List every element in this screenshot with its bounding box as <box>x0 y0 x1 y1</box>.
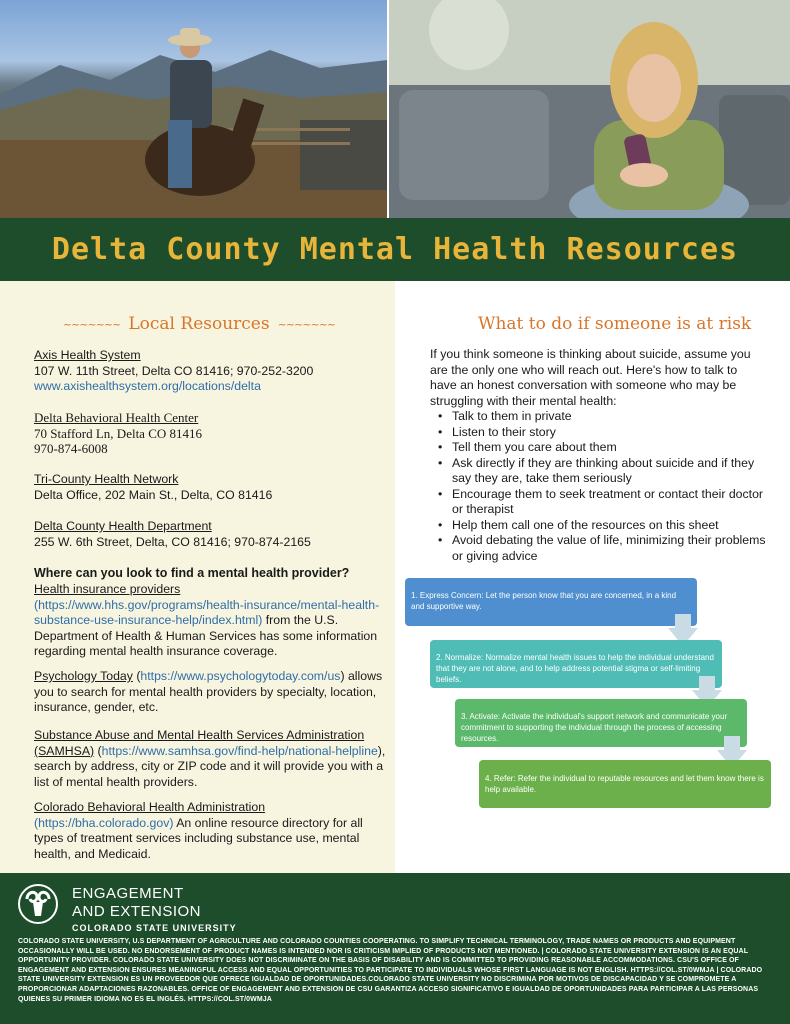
org-tri-county <box>34 472 386 503</box>
list-item: • Help them call one of the resources on this sheet <box>438 518 768 534</box>
provider-name: Psychology Today <box>34 669 133 683</box>
list-item: • Tell them you care about them <box>438 440 768 456</box>
header-photos <box>0 0 790 218</box>
ranch-cowboy-photo <box>0 0 387 218</box>
provider-samhsa <box>34 728 386 790</box>
org-name: Axis Health System <box>34 348 141 362</box>
tips-list <box>438 409 768 564</box>
at-risk-heading: What to do if someone is at risk <box>478 314 752 334</box>
list-item: • Talk to them in private <box>438 409 768 425</box>
org-phone: 970-874-6008 <box>34 441 108 456</box>
org-address: 70 Stafford Ln, Delta CO 81416 <box>34 425 203 441</box>
org-link[interactable]: www.axishealthsystem.org/locations/delta <box>34 379 261 393</box>
org-name: Delta Behavioral Health Center <box>34 410 199 425</box>
provider-link[interactable]: (https://bha.colorado.gov) <box>34 815 174 830</box>
provider-description: ) allows you to search for mental health providers by specialty, location, insurance, gender, etc. <box>34 669 383 714</box>
at-risk-intro: If you think someone is thinking about suicide, assume you are the only one who will reach out. Here's how to talk to have an honest conversation with someone who may be struggling with their mental health: <box>430 347 751 408</box>
university-label: COLORADO STATE UNIVERSITY <box>72 923 237 933</box>
list-item: • Listen to their story <box>438 425 768 441</box>
provider-health-insurance <box>34 582 386 660</box>
squiggle-decoration-right: ~~~~~~~ <box>277 317 336 331</box>
step-normalize: 2. Normalize: Normalize mental health issues to help the individual understand that they are not alone, and to help address potential stigma or self-limiting beliefs. <box>430 640 722 688</box>
step-refer: 4. Refer: Refer the individual to reputable resources and let them know there is help available. <box>479 760 771 808</box>
provider-name: Substance Abuse and Mental Health Services Administration (SAMHSA) <box>34 728 365 758</box>
provider-description: ), search by address, city or ZIP code and it will provide you with a list of mental health providers. <box>34 743 386 789</box>
org-address: 255 W. 6th Street, Delta, CO 81416; 970-874-2165 <box>34 534 311 549</box>
provider-name: Health insurance providers <box>34 582 181 596</box>
provider-description: from the U.S. Department of Health & Human Services has some information regarding mental health insurance coverage. <box>34 613 378 658</box>
provider-link[interactable]: (https://www.hhs.gov/programs/health-insurance/mental-health-substance-use-insurance-help/index.html) <box>34 597 380 627</box>
provider-name: Colorado Behavioral Health Administration <box>34 800 266 814</box>
step-express-concern: 1. Express Concern: Let the person know that you are concerned, in a kind and supportive way. <box>405 578 697 626</box>
provider-description: An online resource directory for all types of treatment services including substance use, mental health, and Medicaid. <box>34 815 363 861</box>
provider-link-open: ( <box>132 669 141 683</box>
provider-link[interactable]: https://www.psychologytoday.com/us <box>140 669 341 683</box>
footer-disclaimer: COLORADO STATE UNIVERSITY, U.S DEPARTMENT OF AGRICULTURE AND COLORADO COUNTIES COOPERATING. TO SIMPLIFY TECHNICAL TERMINOLOGY, TRADE NAMES OR PRODUCTS AND EQUIPMENT OCCASIONALLY WILL BE USED. NO ENDORSEMENT OF PRODUCT NAMES IS INTENDED NOR IS CRITICISM IMPLIED OF PRODUCTS NOT MENTIONED. | COLORADO STATE UNIVERSITY EXTENSION IS AN EQUAL OPPORTUNITY PROVIDER. COLORADO STATE UNIVERSITY DOES NOT DISCRIMINATE ON THE BASIS OF DISABILITY AND IS COMMITTED TO PROVIDING REASONABLE ACCOMMODATIONS. CSU'S OFFICE OF ENGAGEMENT AND EXTENSION ENSURES MEANINGFUL ACCESS AND EQUAL OPPORTUNITIES TO PARTICIPATE TO INDIVIDUALS WHOSE FIRST LANGUAGE IS NOT ENGLISH. HTTPS://COL.ST/0WMJA | COLORADO STATE UNIVERSITY EXTENSION ES UN PROVEEDOR QUE OFRECE IGUALDAD DE OPORTUNIDADES.COLORADO STATE UNIVERSITY NO DISCRIMINA POR MOTIVOS DE DISCAPACIDAD Y SE COMPROMETE A PROPORCIONAR ADAPTACIONES RAZONABLES. OFFICE OF ENGAGEMENT AND EXTENSION DE CSU GARANTIZA ACCESO SIGNIFICATIVO E IGUALDAD DE OPORTUNIDADES PARA PARTICIPAR A LAS PERSONAS QUIENES SU PRIMER IDIOMA NO ES EL INGLÉS. HTTPS://COL.ST/0WMJA <box>18 938 763 1003</box>
extension-label: AND EXTENSION <box>72 903 202 920</box>
org-delta-behavioral <box>34 410 386 457</box>
provider-link[interactable]: https://www.samhsa.gov/find-help/national-helpline <box>101 743 378 758</box>
org-axis-health <box>34 348 386 395</box>
page-title: Delta County Mental Health Resources <box>51 232 739 267</box>
provider-psychology-today <box>34 669 386 716</box>
org-delta-health-dept <box>34 519 386 550</box>
csu-ram-logo-icon <box>18 884 58 924</box>
engagement-label: ENGAGEMENT <box>72 885 184 902</box>
squiggle-decoration-left: ~~~~~~~ <box>62 317 121 331</box>
list-item: • Avoid debating the value of life, minimizing their problems or giving advice <box>438 533 768 564</box>
org-name: Tri-County Health Network <box>34 472 179 486</box>
org-name: Delta County Health Department <box>34 519 212 533</box>
provider-colorado-bha <box>34 800 386 862</box>
title-banner <box>0 218 790 281</box>
footer <box>0 873 790 1024</box>
org-address: 107 W. 11th Street, Delta CO 81416; 970-252-3200 <box>34 363 314 378</box>
local-resources-heading <box>34 314 364 334</box>
provider-link-open: ( <box>94 743 102 758</box>
provider-question: Where can you look to find a mental health provider? <box>34 566 350 580</box>
list-item: • Ask directly if they are thinking about suicide and if they say they are, take them seriously <box>438 456 768 487</box>
step-activate: 3. Activate: Activate the individual's support network and communicate your commitment to supporting the individual through the process of accessing resources. <box>455 699 747 747</box>
teen-phone-photo <box>389 0 790 218</box>
local-resources-heading-text: Local Resources <box>128 314 270 334</box>
org-address: Delta Office, 202 Main St., Delta, CO 81416 <box>34 487 273 502</box>
list-item: • Encourage them to seek treatment or contact their doctor or therapist <box>438 487 768 518</box>
